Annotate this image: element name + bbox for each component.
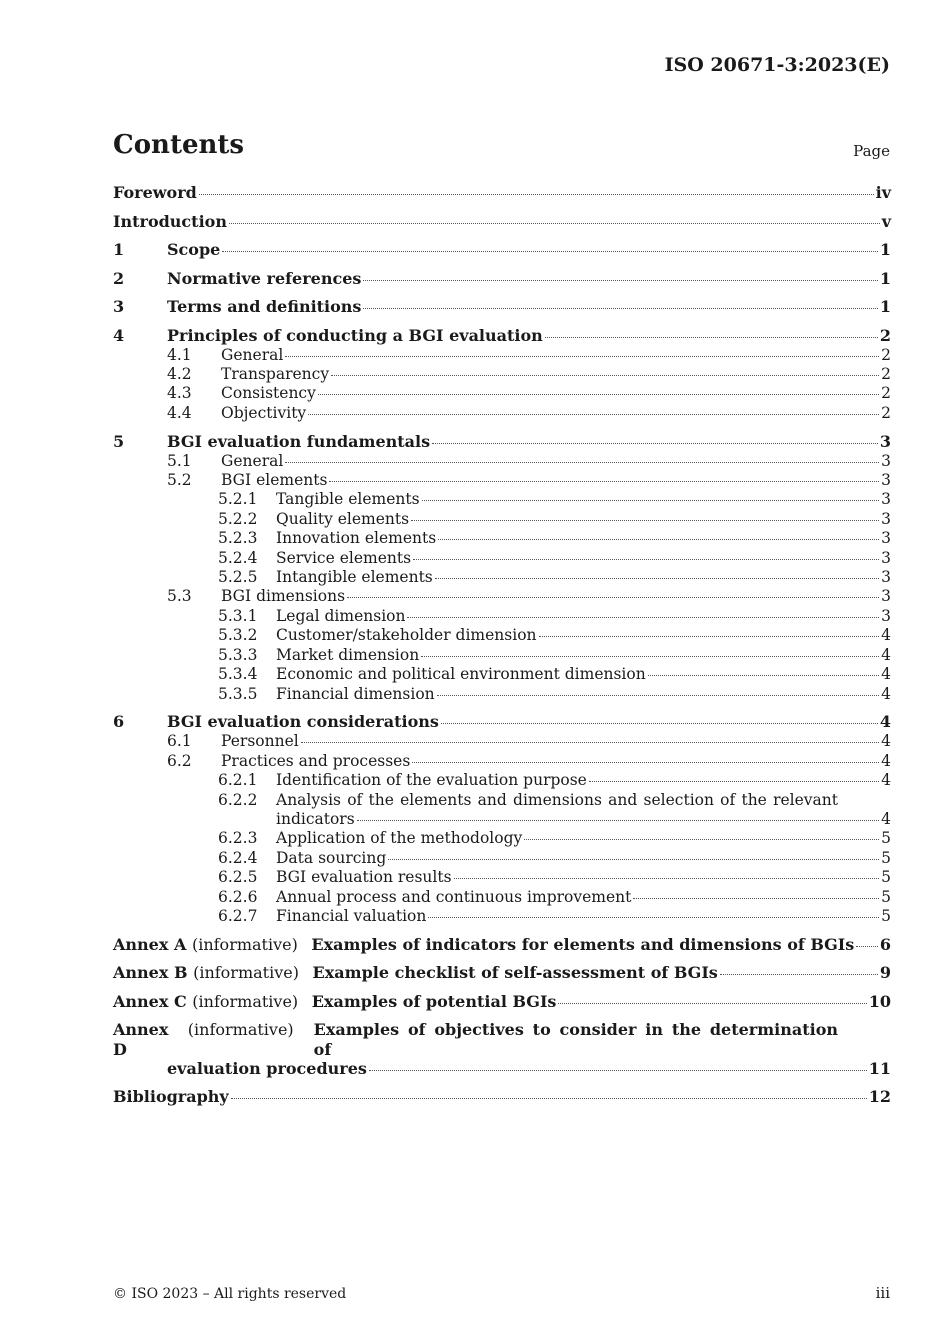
toc-page: 3 xyxy=(881,529,891,548)
toc-number: 6.2.4 xyxy=(218,848,258,867)
toc-page: 11 xyxy=(868,1059,891,1079)
toc-title: Normative references xyxy=(167,268,362,288)
toc-title: Transparency xyxy=(221,364,330,383)
toc-title: Application of the methodology xyxy=(276,829,523,848)
toc-number: 1 xyxy=(113,240,125,259)
toc-title: Principles of conducting a BGI evaluation xyxy=(167,325,543,345)
toc-title: Foreword xyxy=(113,183,197,202)
toc-title: Customer/stakeholder dimension xyxy=(276,626,537,645)
toc-title: Financial dimension xyxy=(276,684,435,703)
toc-page: 2 xyxy=(879,325,891,345)
toc-leader xyxy=(363,308,877,309)
toc-entry-1[interactable] xyxy=(113,240,891,260)
toc-leader xyxy=(589,781,879,782)
toc-title: Intangible elements xyxy=(276,568,433,587)
toc-number: 5.2.4 xyxy=(218,548,258,567)
toc-page: 3 xyxy=(881,471,891,490)
toc-leader xyxy=(363,280,877,281)
toc-title: Objectivity xyxy=(221,403,307,422)
annex-label: Annex B xyxy=(113,963,188,983)
toc-page: 2 xyxy=(881,384,891,403)
toc-title-line1: Analysis of the elements and dimensions and selection of the relevant xyxy=(276,790,838,809)
toc-number: 5.2.2 xyxy=(218,509,258,528)
annex-title-line2: evaluation procedures xyxy=(167,1059,367,1079)
toc-entry-introduction[interactable] xyxy=(113,212,891,232)
toc-leader xyxy=(720,974,878,975)
toc-title: Economic and political environment dimension xyxy=(276,665,646,684)
toc-leader xyxy=(545,337,878,338)
toc-leader xyxy=(633,898,879,899)
toc-entry-5-3-3[interactable] xyxy=(113,646,891,665)
toc-number: 4.2 xyxy=(167,364,192,383)
toc-title: BGI evaluation results xyxy=(276,868,452,887)
toc-page: 4 xyxy=(881,645,891,664)
annex-informative: (informative) xyxy=(193,963,299,983)
toc-leader xyxy=(421,656,879,657)
page-number: iii xyxy=(875,1284,890,1302)
toc-entry-annex-a[interactable] xyxy=(113,935,891,955)
annex-heading xyxy=(113,935,854,955)
toc-title: Terms and definitions xyxy=(167,297,362,316)
toc-entry-bibliography[interactable] xyxy=(113,1087,891,1107)
toc-entry-6-2[interactable] xyxy=(113,752,891,771)
toc-page: 3 xyxy=(881,451,891,470)
toc-entry-5-3-2[interactable] xyxy=(113,626,891,645)
toc-page: 4 xyxy=(881,665,891,684)
toc-number: 6.2.3 xyxy=(218,829,258,848)
page-column-label: Page xyxy=(853,142,890,160)
toc-leader xyxy=(441,723,878,724)
table-of-contents xyxy=(113,183,891,1107)
toc-leader xyxy=(648,675,879,676)
toc-leader xyxy=(437,695,879,696)
toc-title: Data sourcing xyxy=(276,848,387,867)
toc-leader xyxy=(331,375,879,376)
toc-title: Legal dimension xyxy=(276,606,406,625)
toc-page: v xyxy=(881,211,891,231)
toc-entry-4-3[interactable] xyxy=(113,384,891,403)
toc-entry-annex-c[interactable] xyxy=(113,992,891,1012)
toc-leader xyxy=(357,820,879,821)
toc-page: 5 xyxy=(881,887,891,906)
toc-number: 3 xyxy=(113,297,125,316)
toc-entry-5-1[interactable] xyxy=(113,452,891,471)
toc-number: 5.2.3 xyxy=(218,529,258,548)
annex-title-line1: Examples of objectives to consider in the determination of xyxy=(313,1020,838,1059)
toc-leader xyxy=(347,597,879,598)
toc-leader xyxy=(413,559,879,560)
toc-page: 6 xyxy=(879,934,891,954)
toc-page: 5 xyxy=(881,829,891,848)
toc-number: 6.2.6 xyxy=(218,887,258,906)
toc-number: 4 xyxy=(113,325,125,345)
toc-leader xyxy=(435,578,879,579)
toc-entry-5-2-5[interactable] xyxy=(113,568,891,587)
toc-number: 4.4 xyxy=(167,403,192,422)
toc-page: 4 xyxy=(881,626,891,645)
toc-entry-6[interactable] xyxy=(113,712,891,732)
toc-entry-6-2-7[interactable] xyxy=(113,907,891,926)
toc-number: 6.1 xyxy=(167,732,192,751)
toc-title: Innovation elements xyxy=(276,529,437,548)
toc-page: 5 xyxy=(881,848,891,867)
toc-title: BGI evaluation fundamentals xyxy=(167,431,431,451)
toc-number: 5.3.2 xyxy=(218,626,258,645)
toc-title: BGI evaluation considerations xyxy=(167,712,439,732)
toc-page: 4 xyxy=(881,751,891,770)
toc-number: 5.3.5 xyxy=(218,684,258,703)
toc-entry-6-2-1[interactable] xyxy=(113,771,891,790)
toc-title: Identification of the evaluation purpose xyxy=(276,771,587,790)
toc-entry-6-2-3[interactable] xyxy=(113,829,891,848)
toc-leader xyxy=(856,946,878,947)
toc-page: 1 xyxy=(879,297,891,316)
annex-title: Examples of potential BGIs xyxy=(311,991,557,1011)
toc-entry-5-3[interactable] xyxy=(113,587,891,606)
toc-entry-5-2-3[interactable] xyxy=(113,529,891,548)
toc-page: 5 xyxy=(881,907,891,926)
toc-entry-4-1[interactable] xyxy=(113,346,891,365)
toc-page: 5 xyxy=(881,868,891,887)
toc-number: 6.2.7 xyxy=(218,907,258,926)
toc-title: General xyxy=(221,345,284,364)
page-title: Contents xyxy=(113,130,245,160)
toc-entry-6-1[interactable] xyxy=(113,732,891,751)
toc-number: 5.1 xyxy=(167,451,192,470)
toc-entry-annex-b[interactable] xyxy=(113,963,891,983)
toc-leader xyxy=(285,462,879,463)
toc-page: 3 xyxy=(879,431,891,451)
toc-page: 4 xyxy=(881,771,891,790)
toc-leader xyxy=(231,1098,867,1099)
annex-title: Examples of indicators for elements and dimensions of BGIs xyxy=(311,934,855,954)
toc-title-line2: indicators xyxy=(276,810,355,829)
toc-leader xyxy=(422,500,880,501)
toc-number: 5.3.4 xyxy=(218,665,258,684)
toc-title: Personnel xyxy=(221,732,299,751)
toc-page: 2 xyxy=(881,345,891,364)
annex-informative: (informative) xyxy=(191,934,298,954)
toc-number: 6.2 xyxy=(167,751,192,770)
toc-entry-5-3-4[interactable] xyxy=(113,665,891,684)
toc-title: Quality elements xyxy=(276,509,410,528)
toc-leader xyxy=(438,539,879,540)
toc-leader xyxy=(318,394,879,395)
toc-number: 6.2.2 xyxy=(218,790,258,809)
toc-number: 5.3.3 xyxy=(218,645,258,664)
toc-title: Introduction xyxy=(113,211,227,231)
toc-leader xyxy=(229,223,880,224)
toc-title: Scope xyxy=(167,240,221,259)
toc-entry-5-2-4[interactable] xyxy=(113,549,891,568)
toc-number: 6 xyxy=(113,712,125,732)
toc-entry-5-3-5[interactable] xyxy=(113,685,891,704)
toc-title: Annual process and continuous improvement xyxy=(276,887,632,906)
toc-leader xyxy=(199,194,874,195)
toc-leader xyxy=(301,742,879,743)
annex-label: Annex A xyxy=(113,934,187,954)
toc-leader xyxy=(432,443,878,444)
toc-page: 1 xyxy=(879,240,891,259)
toc-page: 12 xyxy=(868,1087,891,1107)
toc-leader xyxy=(428,917,879,918)
toc-page: 2 xyxy=(881,403,891,422)
toc-leader xyxy=(388,859,879,860)
toc-title: Market dimension xyxy=(276,645,420,664)
toc-entry-4[interactable] xyxy=(113,326,891,346)
toc-page: 3 xyxy=(881,490,891,509)
toc-leader xyxy=(329,481,879,482)
annex-label: Annex C xyxy=(113,991,187,1011)
toc-page: 3 xyxy=(881,606,891,625)
toc-entry-5-2-1[interactable] xyxy=(113,490,891,509)
toc-leader xyxy=(539,636,880,637)
toc-number: 5.3 xyxy=(167,587,192,606)
toc-page: 1 xyxy=(879,268,891,288)
toc-entry-6-2-6[interactable] xyxy=(113,888,891,907)
toc-title: Tangible elements xyxy=(276,490,420,509)
toc-leader xyxy=(308,414,879,415)
toc-number: 5.3.1 xyxy=(218,606,258,625)
toc-title: Consistency xyxy=(221,384,316,403)
toc-page: 3 xyxy=(881,509,891,528)
toc-title: General xyxy=(221,451,284,470)
toc-leader xyxy=(222,251,878,252)
toc-page: 10 xyxy=(868,991,891,1011)
annex-heading xyxy=(113,992,556,1012)
toc-entry-6-2-5[interactable] xyxy=(113,868,891,887)
toc-page: 3 xyxy=(881,548,891,567)
annex-informative: (informative) xyxy=(192,991,299,1011)
toc-number: 2 xyxy=(113,268,125,288)
toc-leader xyxy=(558,1003,866,1004)
toc-entry-4-2[interactable] xyxy=(113,365,891,384)
toc-title: Financial valuation xyxy=(276,907,427,926)
toc-page: 4 xyxy=(881,732,891,751)
annex-label: Annex D xyxy=(113,1020,169,1059)
toc-number: 4.3 xyxy=(167,384,192,403)
toc-entry-foreword[interactable] xyxy=(113,183,891,203)
toc-page: 4 xyxy=(881,684,891,703)
toc-leader xyxy=(369,1070,867,1071)
copyright-notice: © ISO 2023 – All rights reserved xyxy=(113,1286,347,1302)
toc-leader xyxy=(524,839,879,840)
toc-number: 5.2 xyxy=(167,471,192,490)
toc-page: 9 xyxy=(879,963,891,983)
toc-page: 3 xyxy=(881,568,891,587)
toc-entry-5-2-2[interactable] xyxy=(113,510,891,529)
toc-title: Service elements xyxy=(276,548,412,567)
toc-number: 5 xyxy=(113,431,125,451)
toc-entry-2[interactable] xyxy=(113,269,891,289)
toc-page: 3 xyxy=(881,587,891,606)
toc-entry-6-2-4[interactable] xyxy=(113,849,891,868)
toc-number: 6.2.5 xyxy=(218,868,258,887)
toc-number: 4.1 xyxy=(167,345,192,364)
toc-title: BGI dimensions xyxy=(221,587,346,606)
document-id: ISO 20671-3:2023(E) xyxy=(664,54,890,76)
toc-number: 5.2.1 xyxy=(218,490,258,509)
annex-heading xyxy=(113,963,718,983)
toc-page: 4 xyxy=(879,712,891,732)
toc-leader xyxy=(454,878,880,879)
toc-leader xyxy=(285,356,879,357)
toc-entry-6-2-2[interactable] xyxy=(113,791,891,830)
toc-leader xyxy=(411,520,879,521)
toc-entry-5-2[interactable] xyxy=(113,471,891,490)
toc-page: 4 xyxy=(881,810,891,829)
toc-entry-5[interactable] xyxy=(113,432,891,452)
toc-title: Practices and processes xyxy=(221,751,411,770)
annex-title: Example checklist of self-assessment of BGIs xyxy=(312,963,718,983)
toc-entry-5-3-1[interactable] xyxy=(113,607,891,626)
toc-leader xyxy=(412,762,879,763)
toc-entry-annex-d[interactable] xyxy=(113,1020,891,1078)
annex-informative: (informative) xyxy=(187,1020,294,1040)
toc-page: iv xyxy=(875,183,891,202)
toc-title: BGI elements xyxy=(221,471,328,490)
toc-number: 5.2.5 xyxy=(218,568,258,587)
toc-number: 6.2.1 xyxy=(218,771,258,790)
toc-title: Bibliography xyxy=(113,1087,229,1107)
toc-entry-4-4[interactable] xyxy=(113,404,891,423)
toc-entry-3[interactable] xyxy=(113,297,891,317)
toc-leader xyxy=(407,617,879,618)
toc-page: 2 xyxy=(881,364,891,383)
